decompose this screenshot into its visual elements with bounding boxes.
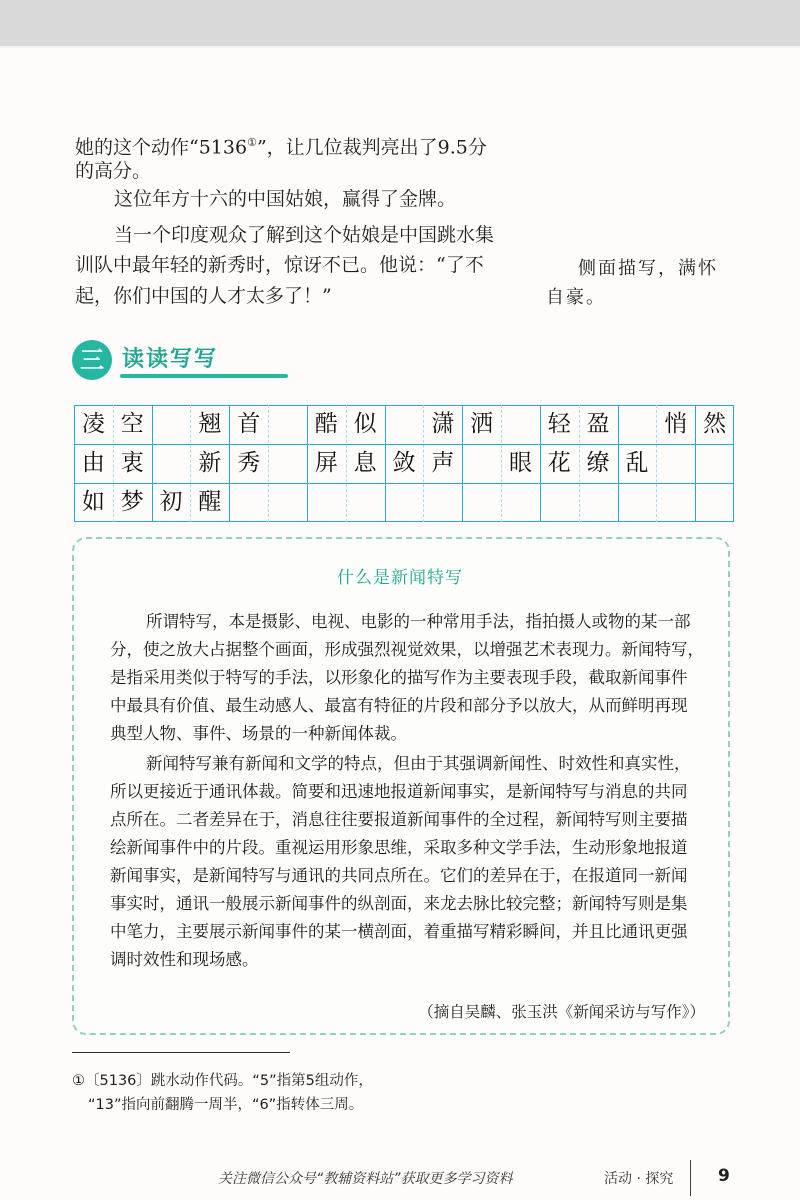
- vocab-character: 如: [81, 489, 105, 515]
- section-number-badge: 三: [72, 340, 112, 380]
- vocab-character: 凌: [81, 411, 105, 437]
- margin-note-line-1: 侧面描写，满怀: [578, 258, 718, 279]
- footnote-line-1: ①〔5136〕跳水动作代码。“5”指第5组动作，: [72, 1073, 373, 1089]
- vocab-character: 屏: [314, 450, 338, 476]
- vocab-character: 首: [237, 411, 261, 437]
- scan-top-border: [0, 0, 800, 46]
- vocab-character: 然: [703, 411, 727, 437]
- body-line-2: 的高分。: [75, 160, 152, 182]
- grid-column-line: [268, 405, 269, 522]
- vocab-character: 梦: [120, 489, 144, 515]
- info-line-12: 中笔力，主要展示新闻事件的某一横剖面，着重描写精彩瞬间，并且比通讯更强: [110, 922, 688, 941]
- vocab-character: 缭: [586, 450, 610, 476]
- info-line-6: 新闻特写兼有新闻和文学的特点，但由于其强调新闻性、时效性和真实性，: [146, 754, 691, 773]
- info-line-8: 点所在。二者差异在于，消息往往要报道新闻事件的全过程，新闻特写则主要描: [110, 810, 688, 829]
- body-line-1: 她的这个动作“5136①”，让几位裁判亮出了9.5分: [75, 136, 487, 159]
- vocab-character: 醒: [198, 489, 222, 515]
- vocab-character: 乱: [625, 450, 649, 476]
- footer-separator: [690, 1160, 691, 1196]
- vocab-character: 盈: [586, 411, 610, 437]
- info-box-title: 什么是新闻特写: [337, 568, 463, 588]
- vocab-character: 轻: [547, 411, 571, 437]
- vocab-character: 声: [431, 450, 455, 476]
- body-line-4: 当一个印度观众了解到这个姑娘是中国跳水集: [114, 224, 495, 246]
- vocab-character: 初: [159, 489, 183, 515]
- margin-note-line-2: 自豪。: [546, 287, 606, 308]
- info-line-11: 事实时，通讯一般展示新闻事件的纵剖面，来龙去脉比较完整；新闻特写则是集: [110, 894, 688, 913]
- page-number: 9: [718, 1166, 730, 1186]
- info-line-10: 新闻事实，是新闻特写与通讯的共同点所在。它们的差异在于，在报道同一新闻: [110, 866, 688, 885]
- section-title: 读读写写: [122, 347, 219, 372]
- vocab-character: 悄: [664, 411, 688, 437]
- section-title-underline: [120, 374, 288, 378]
- vocab-character: 敛: [392, 450, 416, 476]
- footnote-rule: [72, 1052, 290, 1053]
- vocab-character: 翘: [198, 411, 222, 437]
- footer-watermark: 关注微信公众号“教辅资料站”获取更多学习资料: [218, 1171, 513, 1187]
- vocab-character: 潇: [431, 411, 455, 437]
- info-line-7: 所以更接近于通讯体裁。简要和迅速地报道新闻事实，是新闻特写与消息的共同: [110, 782, 688, 801]
- vocab-character: 空: [120, 411, 144, 437]
- scan-top-edge: [0, 46, 800, 48]
- info-line-5: 典型人物、事件、场景的一种新闻体裁。: [110, 724, 407, 743]
- footer-section-label: 活动 · 探究: [604, 1171, 674, 1187]
- vocab-character: 花: [547, 450, 571, 476]
- body-line-5: 训队中最年轻的新秀时，惊讶不已。他说：“了不: [75, 254, 484, 276]
- vocab-character: 息: [353, 450, 377, 476]
- info-line-9: 绘新闻事件中的片段。重视运用形象思维，采取多种文学手法，生动形象地报道: [110, 838, 688, 857]
- vocab-character: 衷: [120, 450, 144, 476]
- vocab-character: 新: [198, 450, 222, 476]
- footnote-line-2: “13”指向前翻腾一周半，“6”指转体三周。: [88, 1097, 364, 1113]
- info-line-2: 分，使之放大占据整个画面，形成强烈视觉效果，以增强艺术表现力。新闻特写，: [110, 640, 704, 659]
- footnote-marker[interactable]: ①: [247, 136, 257, 149]
- info-line-4: 中最具有价值、最生动感人、最富有特征的片段和部分予以放大，从而鲜明再现: [110, 696, 688, 715]
- body-line-3: 这位年方十六的中国姑娘，赢得了金牌。: [114, 188, 457, 210]
- vocab-character: 秀: [237, 450, 261, 476]
- info-line-3: 是指采用类似于特写的手法，以形象化的描写作为主要表现手段，截取新闻事件: [110, 668, 688, 687]
- vocab-character: 酷: [314, 411, 338, 437]
- info-line-13: 调时效性和现场感。: [110, 950, 259, 969]
- vocab-character: 似: [353, 411, 377, 437]
- info-line-1: 所谓特写，本是摄影、电视、电影的一种常用手法，指拍摄人或物的某一部: [146, 612, 691, 631]
- body-line-6: 起，你们中国的人才太多了！”: [75, 285, 332, 307]
- vocab-character: 由: [81, 450, 105, 476]
- vocab-character: 眼: [508, 450, 532, 476]
- vocab-character: 洒: [470, 411, 494, 437]
- info-source: （摘自吴麟、张玉洪《新闻采访与写作》）: [418, 1003, 705, 1021]
